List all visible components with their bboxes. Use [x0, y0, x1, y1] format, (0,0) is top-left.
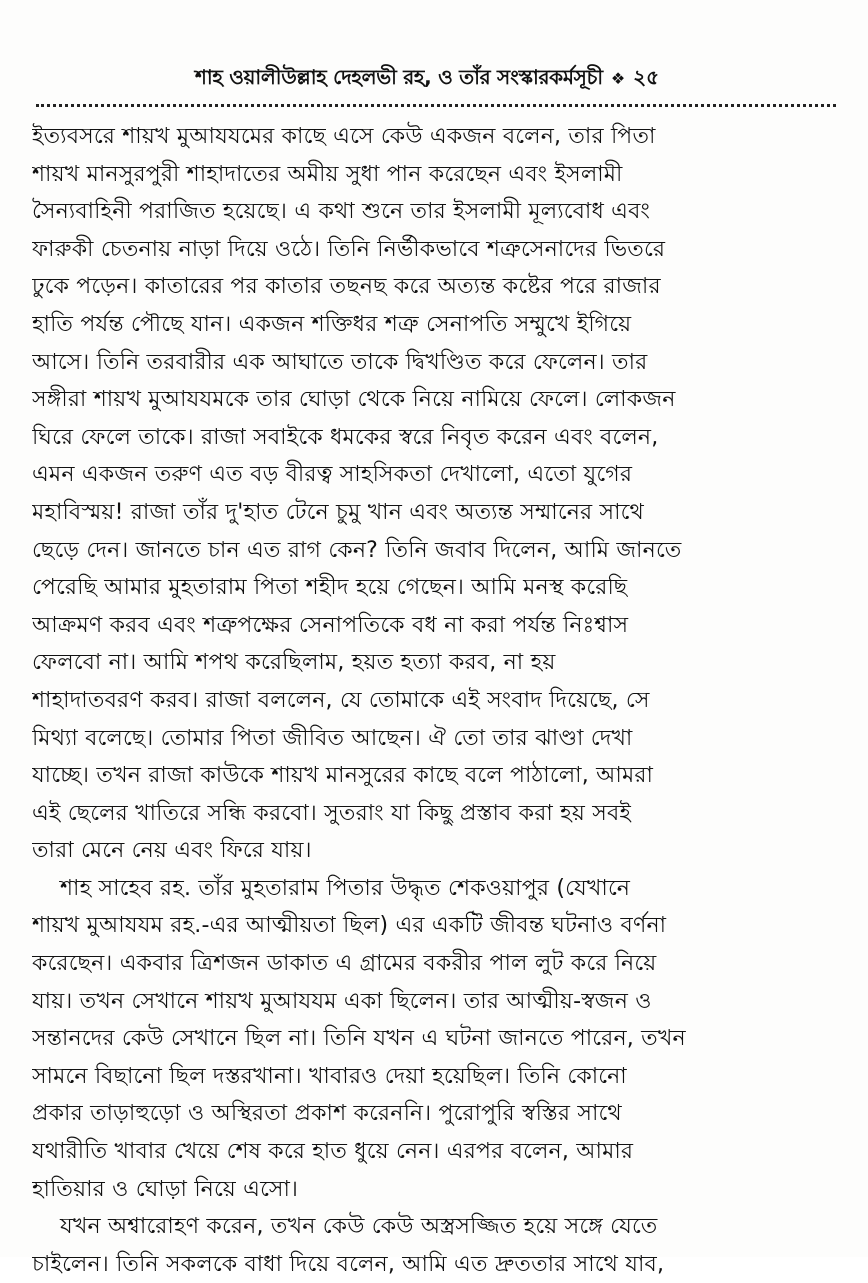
text-line: যথারীতি খাবার খেয়ে শেষ করে হাত ধুয়ে নেন। এরপর বলেন, আমার [32, 1139, 634, 1165]
text-line: মিথ্যা বলেছে। তোমার পিতা জীবিত আছেন। ঐ তো তার ঝাণ্ডা দেখা [32, 725, 633, 751]
text-line: তারা মেনে নেয় এবং ফিরে যায়। [32, 838, 312, 864]
text-line: হাতি পর্যন্ত পৌছে যান। একজন শক্তিধর শত্রু সেনাপতি সম্মুখে ইগিয়ে [32, 311, 632, 337]
text-line: শাহাদাতবরণ করব। রাজা বললেন, যে তোমাকে এই সংবাদ দিয়েছে, সে [32, 687, 650, 713]
body-text [32, 118, 832, 1283]
paragraph-start-line: যখন অশ্বারোহণ করেন, তখন কেউ কেউ অস্ত্রসজ্জিত হয়ে সঙ্গে যেতে [60, 1214, 658, 1240]
header-divider [36, 104, 836, 107]
page-number: ২৫ [633, 64, 660, 89]
text-line: সামনে বিছানো ছিল দস্তরখানা। খাবারও দেয়া হয়েছিল। তিনি কোনো [32, 1063, 627, 1089]
text-line: চাইলেন। তিনি সকলকে বাধা দিয়ে বলেন, আমি এত দ্রুততার সাথে যাব, [32, 1251, 665, 1277]
text-line: সঙ্গীরা শায়খ মুআযযমকে তার ঘোড়া থেকে নিয়ে নামিয়ে ফেলে। লোকজন [32, 387, 676, 413]
paragraph-start-line: শাহ সাহেব রহ. তাঁর মুহতারাম পিতার উদ্ধৃত শেকওয়াপুর (যেখানে [60, 875, 631, 901]
ornament-icon: ❖ [610, 69, 626, 88]
text-line: যাচ্ছে। তখন রাজা কাউকে শায়খ মানসুরের কাছে বলে পাঠালো, আমরা [32, 763, 654, 789]
text-line: এই ছেলের খাতিরে সন্ধি করবো। সুতরাং যা কিছু প্রস্তাব করা হয় সবই [32, 800, 632, 826]
text-line: করেছেন। একবার ত্রিশজন ডাকাত এ গ্রামের বকরীর পাল লুট করে নিয়ে [32, 951, 657, 977]
text-line: সন্তানদের কেউ সেখানে ছিল না। তিনি যখন এ ঘটনা জানতে পারেন, তখন [32, 1026, 686, 1052]
text-line: এমন একজন তরুণ এত বড় বীরত্ব সাহসিকতা দেখালো, এতো যুগের [32, 462, 633, 488]
text-line: হাতিয়ার ও ঘোড়া নিয়ে এসো। [32, 1176, 299, 1202]
text-line: আক্রমণ করব এবং শত্রুপক্ষের সেনাপতিকে বধ না করা পর্যন্ত নিঃশ্বাস [32, 612, 629, 638]
text-line: ফারুকী চেতনায় নাড়া দিয়ে ওঠে। তিনি নির্ভীকভাবে শত্রুসেনাদের ভিতরে [32, 236, 666, 262]
text-line: ঘিরে ফেলে তাকে। রাজা সবাইকে ধমকের স্বরে নিবৃত করেন এবং বলেন, [32, 424, 659, 450]
running-header [195, 62, 835, 96]
text-line: প্রকার তাড়াহুড়ো ও অস্থিরতা প্রকাশ করেননি। পুরোপুরি স্বস্তির সাথে [32, 1101, 622, 1127]
text-line: শায়খ মুআযযম রহ.-এর আত্মীয়তা ছিল) এর একটি জীবন্ত ঘটনাও বর্ণনা [32, 913, 667, 939]
text-line: ঢুকে পড়েন। কাতারের পর কাতার তছনছ করে অত্যন্ত কষ্টের পরে রাজার [32, 274, 661, 300]
text-line: ফেলবো না। আমি শপথ করেছিলাম, হয়ত হত্যা করব, না হয় [32, 650, 556, 676]
text-line: সৈন্যবাহিনী পরাজিত হয়েছে। এ কথা শুনে তার ইসলামী মূল্যবোধ এবং [32, 199, 651, 225]
text-line: ছেড়ে দেন। জানতে চান এত রাগ কেন? তিনি জবাব দিলেন, আমি জানতে [32, 537, 682, 563]
text-line: পেরেছি আমার মুহতারাম পিতা শহীদ হয়ে গেছেন। আমি মনস্থ করেছি [32, 575, 628, 601]
text-line: যায়। তখন সেখানে শায়খ মুআযযম একা ছিলেন। তার আত্মীয়-স্বজন ও [32, 988, 652, 1014]
header-title: শাহ ওয়ালীউল্লাহ দেহলভী রহ, ও তাঁর সংস্কারকর্মসূচী [195, 64, 603, 89]
text-line: মহাবিস্ময়! রাজা তাঁর দু'হাত টেনে চুমু খান এবং অত্যন্ত সম্মানের সাথে [32, 499, 644, 525]
text-line: আসে। তিনি তরবারীর এক আঘাতে তাকে দ্বিখণ্ডিত করে ফেলেন। তার [32, 349, 648, 375]
text-line: ইত্যবসরে শায়খ মুআযযমের কাছে এসে কেউ একজন বলেন, তার পিতা [32, 124, 656, 149]
text-line: শায়খ মানসুরপুরী শাহাদাতের অমীয় সুধা পান করেছেন এবং ইসলামী [32, 161, 623, 187]
